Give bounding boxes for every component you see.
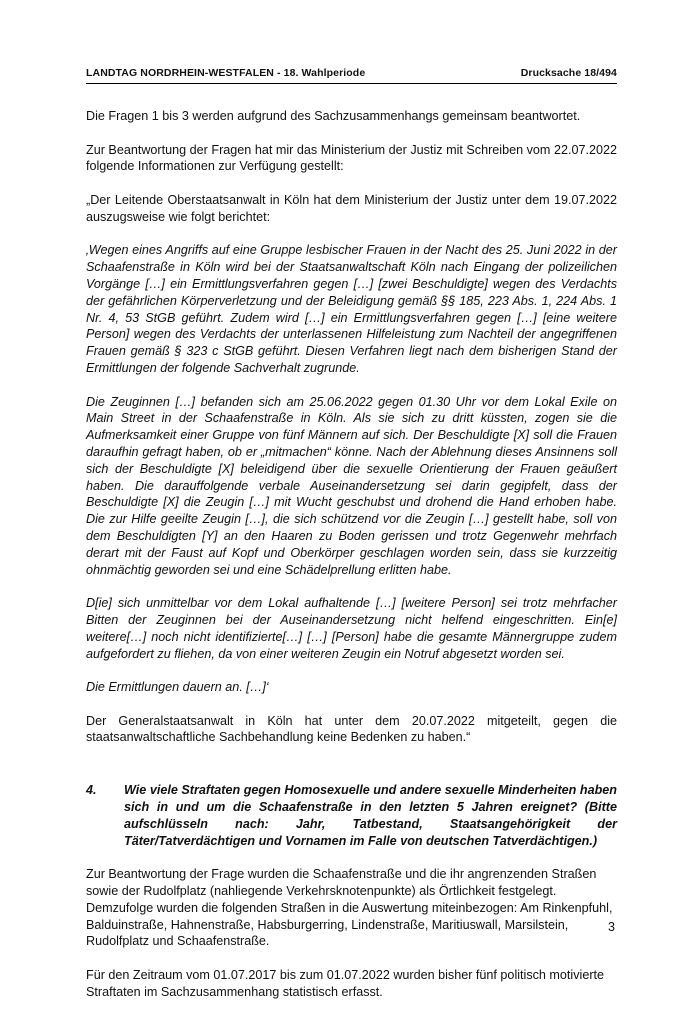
question-4 (86, 782, 617, 849)
paragraph-general-prosecutor: Der Generalstaatsanwalt in Köln hat unter dem 20.07.2022 mitgeteilt, gegen die staatsanwaltschaftliche Sachbehandlung keine Bedenken zu haben.“ (86, 713, 617, 745)
header-title: LANDTAG NORDRHEIN-WESTFALEN - 18. Wahlperiode (86, 67, 366, 79)
header-rule (86, 83, 617, 84)
question-text: Wie viele Straftaten gegen Homosexuelle und andere sexuelle Minderheiten haben sich in und um die Schaafenstraße in den letzten 5 Jahren ereignet? (Bitte aufschlüsseln nach: Jahr, Tatbestand, Staatsangehörigkeit der Täter/Tatverdächtigen und Vornamen im Falle von deutschen Tatverdächtigen.) (124, 783, 617, 848)
quote-facts: Die Zeuginnen […] befanden sich am 25.06.2022 gegen 01.30 Uhr vor dem Lokal Exile on Main Street in der Schaafenstraße in Köln. Als sie sich zu dritt küssten, zogen sie die Aufmerksamkeit einer Gruppe von fünf Männern auf sich. Der Beschuldigte [X] soll die Frauen daraufhin gefragt haben, ob er „mitmachen“ könne. Nach der Ablehnung dieses Ansinnens soll sich der Beschuldigte [X] beleidigend über die sexuelle Orientierung der Frauen geäußert haben. Die darauffolgende verbale Auseinandersetzung sei darin gegipfelt, dass der Beschuldigte [X] die Zeugin […] mit Wucht geschubst und drohend die Hand erhoben habe. Die zur Hilfe geeilte Zeugin […], die sich schützend vor die Zeugin […] gestellt habe, soll von dem Beschuldigten [Y] an den Haaren zu Boden gerissen und trotz Gegenwehr mehrfach derart mit der Faust auf Kopf und Oberkörper geschlagen worden sein, dass sie kurzzeitig ohnmächtig geworden sei und eine Schädelprellung erlitten habe. (86, 394, 617, 577)
quote-proceedings: ‚Wegen eines Angriffs auf eine Gruppe lesbischer Frauen in der Nacht des 25. Juni 2022 in der Schaafenstraße in Köln wird bei der Staatsanwaltschaft Köln nach Eingang der polizeilichen Vorgänge […] ein Ermittlungsverfahren gegen […] [zwei Beschuldigte] wegen des Verdachts der gefährlichen Körperverletzung und der Beleidigung gemäß §§ 185, 223 Abs. 1, 224 Abs. 1 Nr. 4, 53 StGB geführt. Zudem wird […] ein Ermittlungsverfahren gegen […] [eine weitere Person] wegen des Verdachts der unterlassenen Hilfeleistung zum Nachteil der angegriffenen Frauen gemäß § 323 c StGB geführt. Diesen Verfahren liegt nach dem bisherigen Stand der Ermittlungen der folgende Sachverhalt zugrunde. (86, 243, 617, 375)
answer-statistics: Für den Zeitraum vom 01.07.2017 bis zum 01.07.2022 wurden bisher fünf politisch motivierte Straftaten im Sachzusammenhang statistisch erfasst. (86, 968, 605, 999)
paragraph-report-intro: „Der Leitende Oberstaatsanwalt in Köln hat dem Ministerium der Justiz unter dem 19.07.2022 auszugsweise wie folgt berichtet: (86, 192, 617, 224)
header-drucksache: Drucksache 18/494 (520, 67, 617, 79)
page-header (86, 67, 617, 79)
quote-ongoing: Die Ermittlungen dauern an. […]‘ (86, 680, 269, 695)
page-number: 3 (608, 920, 616, 934)
paragraph-intro: Die Fragen 1 bis 3 werden aufgrund des Sachzusammenhangs gemeinsam beantwortet. (86, 109, 581, 123)
quote-bystander: D[ie] sich unmittelbar vor dem Lokal aufhaltende […] [weitere Person] sei trotz mehrfacher Bitten der Zeuginnen bei der Auseinandersetzung nicht helfend eingeschritten. Ein[e] weitere[…] noch nicht identifizierte[…] […] [Person] habe die gesamte Männergruppe zudem aufgefordert zu fliehen, da von einer weiteren Zeugin ein Notruf abgesetzt worden sei. (86, 596, 617, 661)
question-number: 4. (86, 783, 97, 798)
document-body (86, 108, 617, 1017)
paragraph-ministry: Zur Beantwortung der Fragen hat mir das Ministerium der Justiz mit Schreiben vom 22.07.2022 folgende Informationen zur Verfügung gestellt: (86, 142, 617, 174)
answer-locations: Zur Beantwortung der Frage wurden die Schaafenstraße und die ihr angrenzenden Straßen sowie der Rudolfplatz (nahliegende Verkehrsknotenpunkte) als Örtlichkeit festgelegt. Demzufolge wurden die folgenden Straßen in die Auswertung miteinbezogen: Am Rinkenpfuhl, Balduinstraße, Hahnenstraße, Habsburgerring, Lindenstraße, Maritiuswall, Marsilstein, Rudolfplatz und Schaafenstraße. (86, 867, 613, 949)
